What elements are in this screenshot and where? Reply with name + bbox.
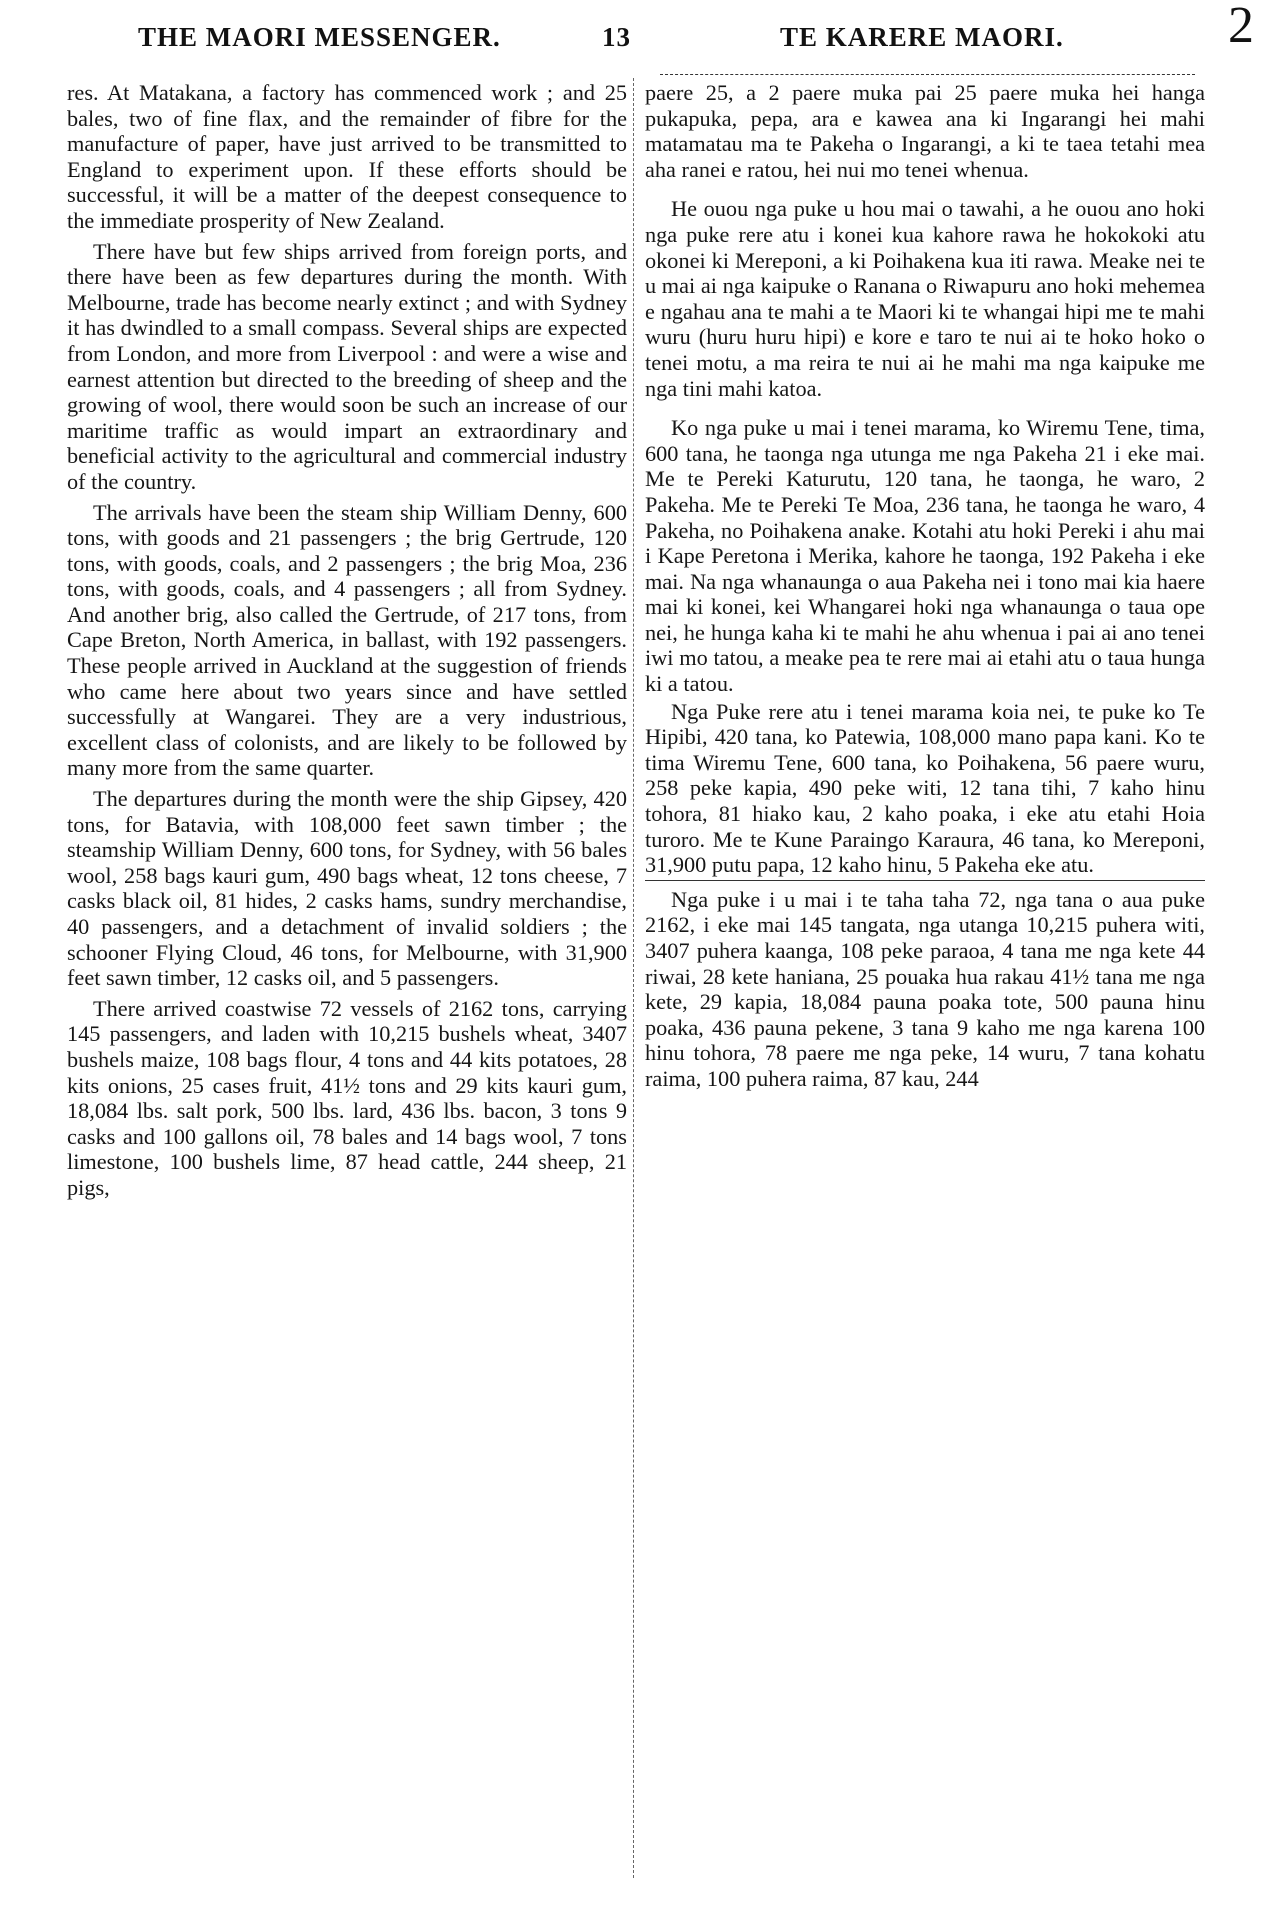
english-paragraph: There arrived coastwise 72 vessels of 2162 tons, carrying 145 passengers, and laden with 10,215 bushels wheat, 3407 bushels maize, 108 bags flour, 4 tons and 44 kits potatoes, 28 kits onions, 25 cases fruit, 41½ tons and 29 kits kauri gum, 18,084 lbs. salt pork, 500 lbs. lard, 436 lbs. bacon, 3 tons 9 casks and 100 gallons oil, 78 bales and 14 bags wool, 7 tons limestone, 100 bushels lime, 87 head cattle, 244 sheep, 21 pigs, — [67, 995, 627, 1200]
maori-section-rule — [645, 880, 1205, 881]
maori-column — [645, 80, 1205, 1106]
english-paragraph: The arrivals have been the steam ship William Denny, 600 tons, with goods and 21 passengers ; the brig Gertrude, 120 tons, with goods, coals, and 2 passengers ; the brig Moa, 236 tons, with goods, coals, and 4 passengers ; all from Sydney. And another brig, also called the Gertrude, of 217 tons, from Cape Breton, North America, in ballast, with 192 passengers. These people arrived in Auckland at the suggestion of friends who came here about two years since and have settled successfully at Wangarei. They are a very industrious, excellent class of colonists, and are likely to be followed by many more from the same quarter. — [67, 499, 627, 781]
english-paragraph: There have but few ships arrived from foreign ports, and there have been as few departures during the month. With Melbourne, trade has become nearly extinct ; and with Sydney it has dwindled to a small compass. Several ships are expected from London, and more from Liverpool : and were a wise and earnest attention but directed to the breeding of sheep and the growing of wool, there would soon be such an increase of our maritime traffic as would impart an extraordinary and beneficial activity to the agricultural and commercial industry of the country. — [67, 238, 627, 494]
english-paragraph: The departures during the month were the ship Gipsey, 420 tons, for Batavia, with 108,000 feet sawn timber ; the steamship William Denny, 600 tons, for Sydney, with 56 bales wool, 258 bags kauri gum, 490 bags wheat, 12 tons cheese, 7 casks black oil, 81 hides, 2 casks hams, sundry merchandise, 40 passengers, and a detachment of invalid soldiers ; the schooner Flying Cloud, 46 tons, for Melbourne, with 31,900 feet sawn timber, 12 casks oil, and 5 passengers. — [67, 786, 627, 991]
english-paragraph: res. At Matakana, a factory has commenced work ; and 25 bales, two of fine flax, and the remainder of fibre for the manufacture of paper, have just arrived to be transmitted to England to experiment upon. If these efforts should be successful, it will be a matter of the deepest consequence to the immediate prosperity of New Zealand. — [67, 80, 627, 233]
maori-paragraph: Nga puke i u mai i te taha taha 72, nga tana o aua puke 2162, i eke mai 145 tangata, nga utanga 10,215 puhera witi, 3407 puhera kaanga, 108 peke paraoa, 4 tana me nga kete 44 riwai, 28 kete haniana, 25 pouaka hua rakau 41½ tana me nga kete, 29 kapia, 18,084 pauna poaka tote, 500 pauna hinu poaka, 436 pauna pekene, 3 tana 9 kaho me nga karena 100 hinu tohora, 78 paere me nga peke, 14 wuru, 7 tana kohatu raima, 100 puhera raima, 87 kau, 244 — [645, 886, 1205, 1091]
maori-paragraph: paere 25, a 2 paere muka pai 25 paere muka hei hanga pukapuka, pepa, ara e kawea ana ki Ingarangi hei mahi matamatau ma te Pakeha o Ingarangi, a ki te taea tetahi mea aha ranei e ratou, hei nui mo tenei whenua. — [645, 80, 1205, 182]
page-header — [0, 0, 1280, 62]
page-number: 13 — [602, 22, 631, 52]
english-column — [67, 80, 627, 1206]
english-masthead: THE MAORI MESSENGER. — [138, 22, 501, 52]
corner-handwritten-mark: 2 — [1228, 0, 1255, 54]
maori-paragraph: Nga Puke rere atu i tenei marama koia nei, te puke ko Te Hipibi, 420 tana, ko Patewia, 108,000 mano papa kani. Ko te tima Wiremu Tene, 600 tana, ko Poihakena, 56 paere wuru, 258 peke kapia, 490 peke witi, 12 tana tihi, 7 kaho hinu tohora, 81 hiako kau, 2 kaho poaka, i eke atu etahi Hoia turoro. Me te Kune Paraingo Karaura, 46 tana, ko Mereponi, 31,900 putu papa, 12 kaho hinu, 5 Pakeha eke atu. — [645, 698, 1205, 878]
maori-masthead: TE KARERE MAORI. — [780, 22, 1064, 52]
header-rule — [660, 74, 1195, 75]
maori-paragraph: Ko nga puke u mai i tenei marama, ko Wiremu Tene, tima, 600 tana, he taonga nga utunga me nga Pakeha 21 i eke mai. Me te Pereki Katurutu, 120 tana, he taonga, he waro, 2 Pakeha. Me te Pereki Te Moa, 236 tana, he taonga he waro, 4 Pakeha, no Poihakena anake. Kotahi atu hoki Pereki i ahu mai i Kape Peretona i Merika, kahore he taonga, 192 Pakeha i eke mai. Na nga whanaunga o aua Pakeha nei i tono mai kia haere mai ki konei, kei Whangarei hoki nga whanaunga o taua ope nei, he hunga kaha ki te mahi he ahu whenua i pai ai ano tenei iwi mo tatou, a meake pea te rere mai ai etahi atu o taua hunga ki a tatou. — [645, 415, 1205, 697]
column-divider — [633, 78, 634, 1878]
maori-paragraph: He ouou nga puke u hou mai o tawahi, a he ouou ano hoki nga puke rere atu i konei kua kahore rawa he hokokoki atu okonei ki Mereponi, a ki Poihakena kua iti rawa. Meake nei te u mai ai nga kaipuke o Ranana o Riwapuru ano hoki mehemea e ngahau ana te mahi a te Maori ki te whangai hipi me te mahi wuru (huru huru hipi) e kore e taro te nui ai te hoko hoko o tenei motu, a ma reira te nui ai he mahi ma nga kaipuke me nga tini mahi katoa. — [645, 196, 1205, 401]
